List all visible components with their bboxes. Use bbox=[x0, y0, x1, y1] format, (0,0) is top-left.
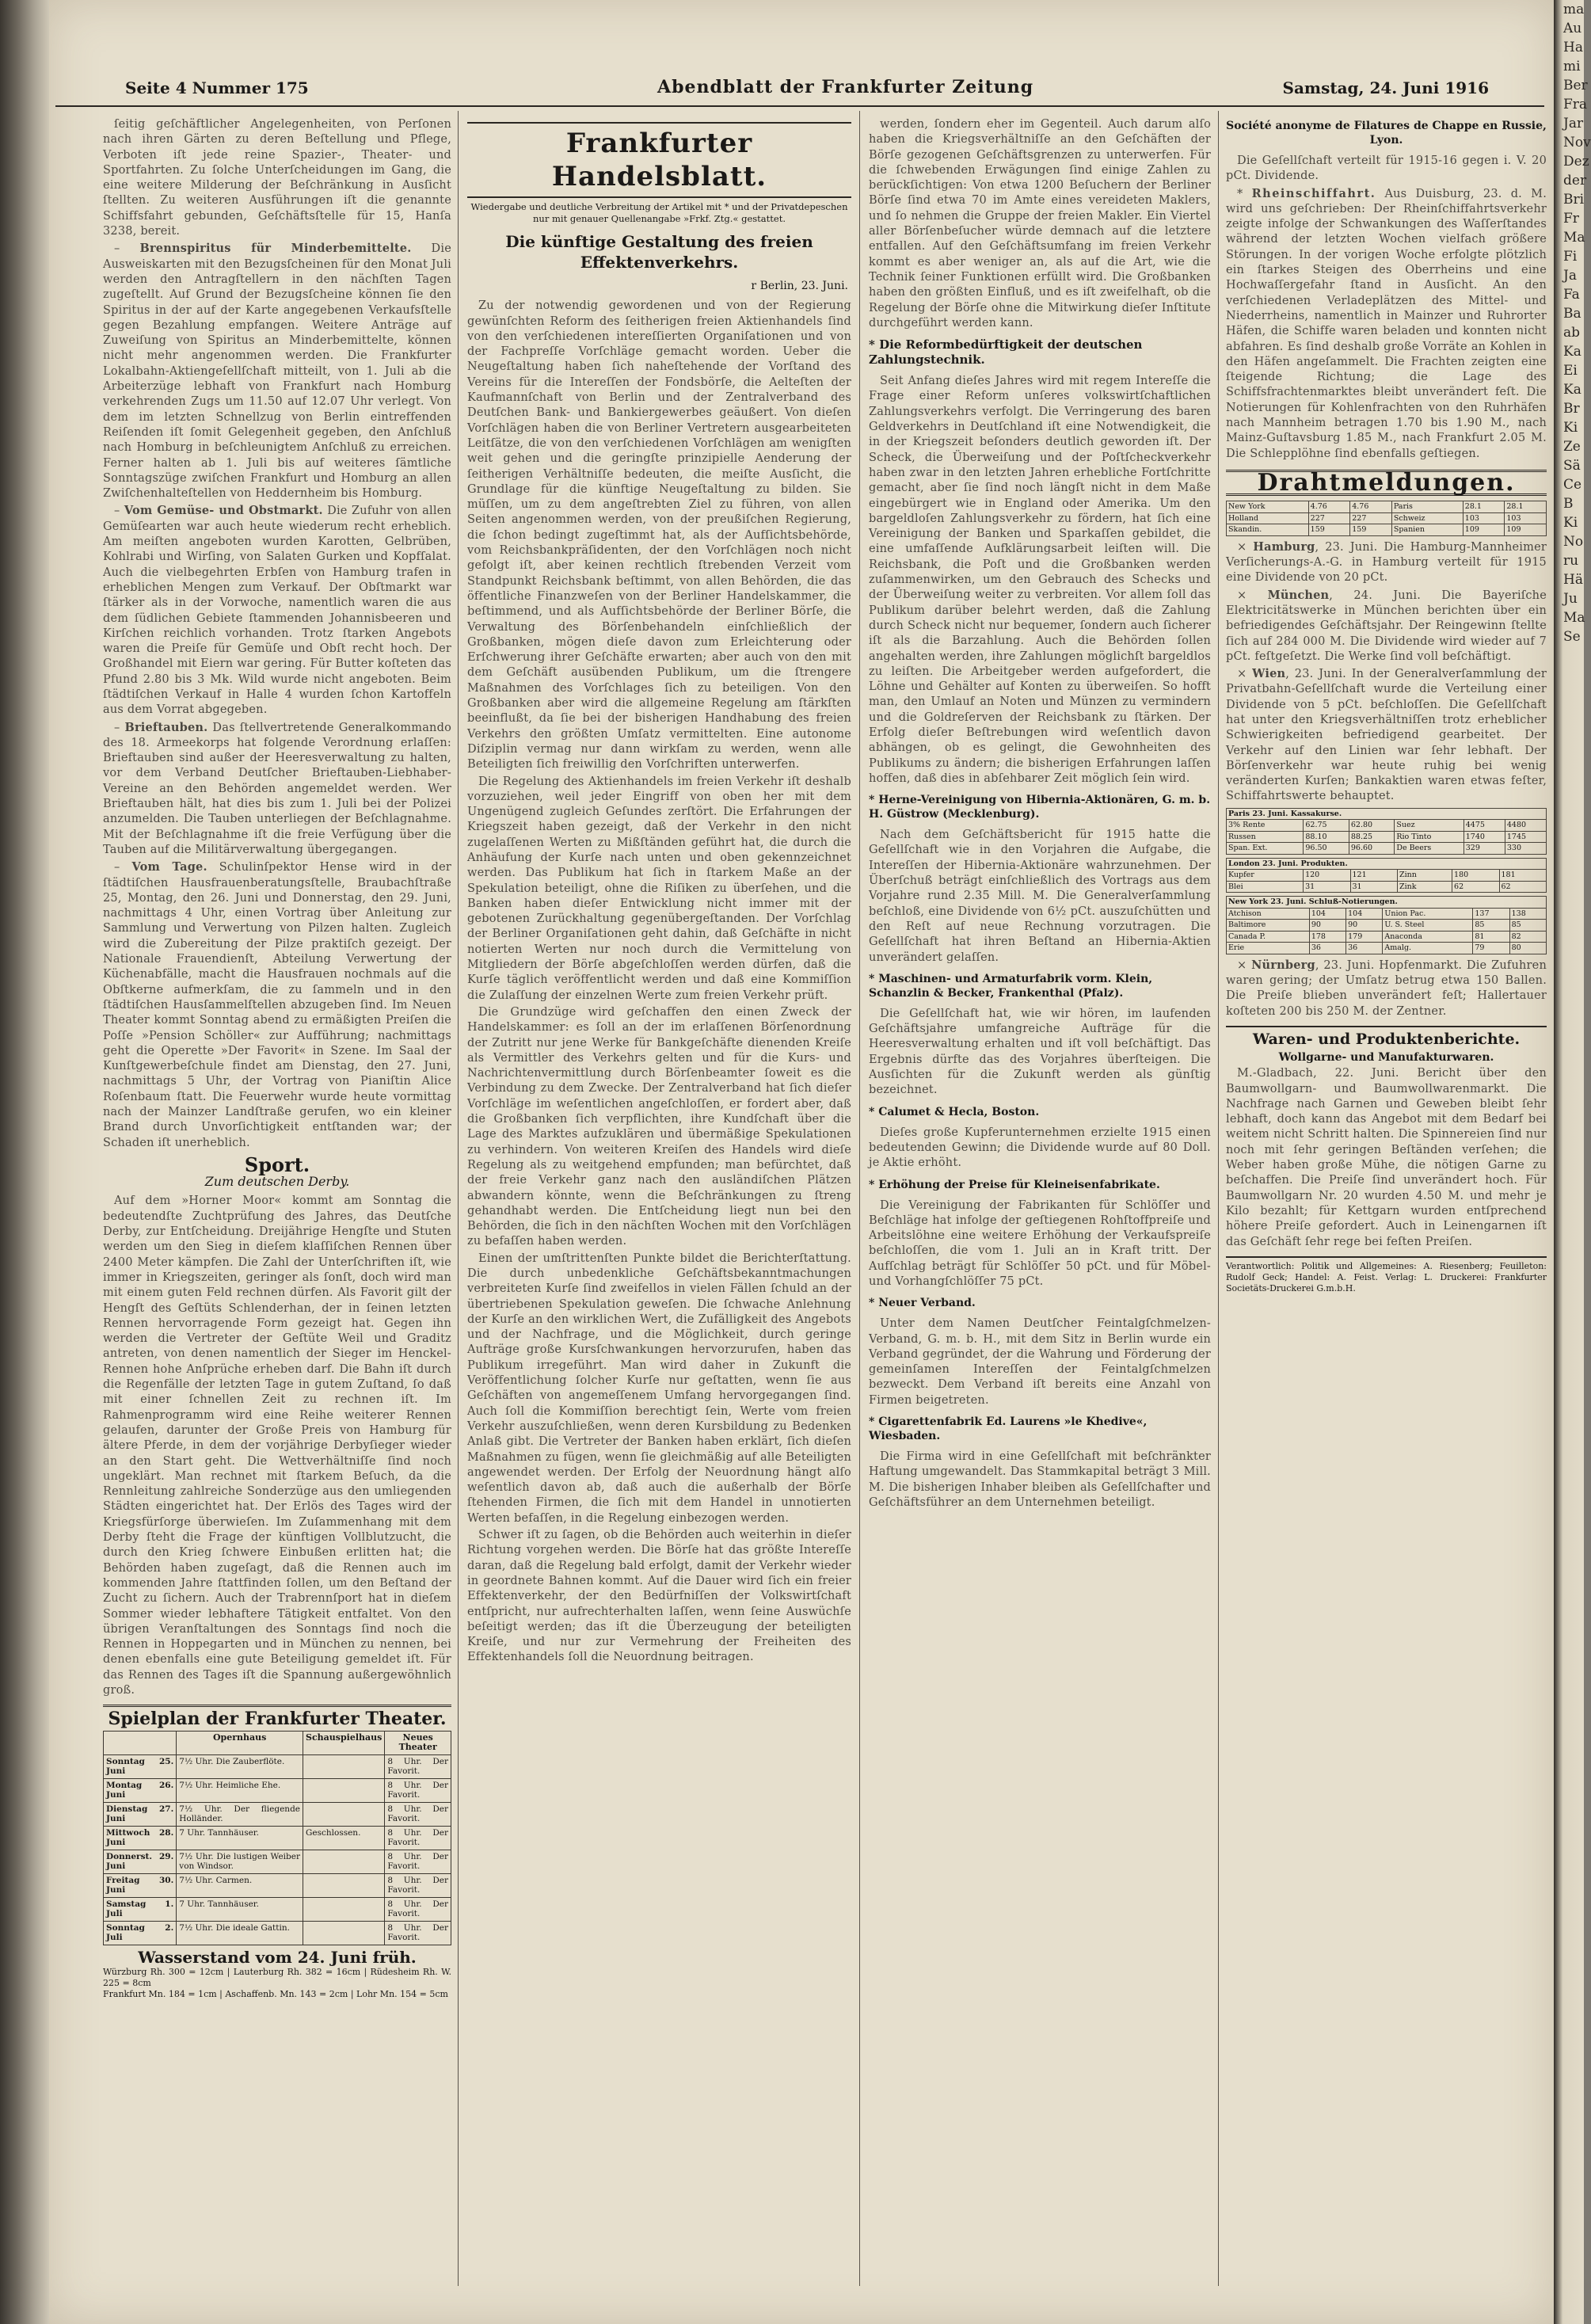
table-cell bbox=[303, 1850, 385, 1873]
table-cell bbox=[303, 1802, 385, 1826]
table-cell: 8 Uhr. Der Favorit. bbox=[385, 1921, 451, 1945]
body-text: × Hamburg, 23. Juni. Die Hamburg-Mannheimer Verſicherungs-A.-G. in Hamburg verteilt für 1915 eine Dividende von 20 pCt. bbox=[1226, 539, 1547, 585]
table-cell: 8 Uhr. Der Favorit. bbox=[385, 1873, 451, 1897]
article-headline: * Calumet & Hecla, Boston. bbox=[869, 1105, 1040, 1118]
page-fragment: Nov bbox=[1563, 135, 1591, 150]
page-fragment: ab bbox=[1563, 325, 1581, 341]
london-market-table: London 23. Juni. Produkten. Kupfer 120 121 Zinn 180 181 Blei 31 31 Zink 62 62 bbox=[1226, 858, 1547, 893]
article-headline: Wollgarne- und Manufakturwaren. bbox=[1278, 1051, 1494, 1065]
body-text: Unter dem Namen Deutſcher Feintalgſchmelzen-Verband, G. m. b. H., mit dem Sitz in Berlin wurde ein Verband gegründet, der die Wahrung und Förderung der gemeinſamen Intereſſen der Feintalgſchmelzen bezweckt. Dem Verband iſt bereits eine Anzahl von Firmen beigetreten. bbox=[869, 1317, 1211, 1407]
page-fragment: Fra bbox=[1563, 97, 1588, 112]
table-row bbox=[104, 1802, 451, 1826]
body-text: Die Regelung des Aktienhandels im freien Verkehr iſt deshalb vorzuziehen, weil jeder Eingriff von oben her mit dem Ungenügend zugleich Geſundes zerſtört. Die Erfahrungen der Kriegszeit haben gezeigt, daß der Verkehr in den nicht zugelaſſenen Werten zu Mißſtänden geführt hat, die durch die Anhäufung der Kurſe nach unten und oben gekennzeichnet werden. Das Publikum hat ſich in ſtarkem Maße an der Spekulation beteiligt, ohne die Riſiken zu überſehen, und die Banken haben dieſer Entwicklung nicht immer mit der gebotenen Zurückhaltung gegenübergeſtanden. Der Vorſchlag der Berliner Organiſationen geht dahin, daß Geſchäfte in nicht notierten Werten nur noch durch die Vermittelung von Mitgliedern der Börſe abgeſchloſſen werden dürfen, daß die Kurſe täglich veröffentlicht werden und daß eine Kommiſſion die Zulaſſung der einzelnen Werte zum freien Verkehr prüft. bbox=[467, 775, 851, 1002]
page-fragment: ru bbox=[1563, 553, 1579, 569]
issue-date: Samstag, 24. Juni 1916 bbox=[1282, 78, 1489, 97]
body-text: Dieſes große Kupferunternehmen erzielte 1915 einen bedeutenden Gewinn; die Dividende wurde auf 80 Doll. je Aktie erhöht. bbox=[869, 1126, 1211, 1170]
body-text: Die Geſellſchaft hat, wie wir hören, im laufenden Geſchäftsjahre umfangreiche Aufträge für die Heeresverwaltung erhalten und iſt voll beſchäftigt. Das Ergebnis dürfte das des Vorjahres überſteigen. Die Ausſichten für die Zukunft werden als günſtig bezeichnet. bbox=[869, 1007, 1211, 1097]
article-headline: Die künftige Gestaltung des freien Effektenverkehrs. bbox=[505, 232, 813, 272]
table-cell: Sonntag 2. Juli bbox=[104, 1921, 177, 1945]
page-fragment: Ju bbox=[1563, 591, 1578, 607]
article-headline: * Die Reformbedürftigkeit der deutschen Zahlungstechnik. bbox=[869, 337, 1143, 368]
table-row bbox=[104, 1873, 451, 1897]
table-cell: 7 Uhr. Tannhäuser. bbox=[177, 1826, 303, 1850]
column-business-news bbox=[869, 117, 1211, 2284]
page-fragment: Ce bbox=[1563, 477, 1582, 493]
table-cell: Geschlossen. bbox=[303, 1826, 385, 1850]
water-level-line: Frankfurt Mn. 184 = 1cm | Aschaffenb. Mn. 143 = 2cm | Lohr Mn. 154 = 5cm bbox=[103, 1988, 448, 1999]
body-text: ſeitig geſchäftlicher Angelegenheiten, von Perſonen nach ihren Gärten zu deren Beſtellung und Pflege, Verboten iſt jede reine Spazier-, Theater- und Sportfahrten. Zu ſolche Unterſcheidungen im Gang, die eine weitere Milderung der Beſchränkung in Ausſicht ſtellten. Zu weiteren Ausführungen iſt die genannte Schiffsfahrt gebunden, Geſchäftsſtelle für 15, Hanſa 3238, bereit. bbox=[103, 118, 451, 238]
table-cell: 8 Uhr. Der Favorit. bbox=[385, 1778, 451, 1802]
table-cell: Samstag 1. Juli bbox=[104, 1897, 177, 1921]
section-subtitle: Wiedergabe und deutliche Verbreitung der Artikel mit * und der Privatdepeschen nur mit genauer Quellenangabe »Frkf. Ztg.« gestattet. bbox=[470, 201, 848, 224]
table-row bbox=[104, 1778, 451, 1802]
table-cell: 8 Uhr. Der Favorit. bbox=[385, 1897, 451, 1921]
table-cell: 8 Uhr. Der Favorit. bbox=[385, 1850, 451, 1873]
table-cell: 8 Uhr. Der Favorit. bbox=[385, 1826, 451, 1850]
dateline: r Berlin, 23. Juni. bbox=[751, 280, 848, 292]
table-cell bbox=[303, 1897, 385, 1921]
table-cell: 8 Uhr. Der Favorit. bbox=[385, 1754, 451, 1778]
body-text: – Brennspiritus für Minderbemittelte. Die Ausweiskarten mit den Bezugsſcheinen für den Monat Juli werden den Antragſtellern in den nächſten Tagen zugeſtellt. Auf Grund der Bezugsſcheine können ſie den Spiritus in der auf der Karte angegebenen Verkaufsſtelle gegen Bezahlung empfangen. Weitere Anträge auf Zuweiſung von Spiritus an Minderbemittelte, können nicht mehr angenommen werden. Die Frankfurter Lokalbahn-Aktiengeſellſchaft mitteilt, von 1. Juli ab die Arbeiterzüge lebhaft von Frankfurt nach Homburg verkehrenden Zugs um 11.50 auf 12.07 Uhr verlegt. Von dem im letzten Schnellzug von Berlin eintreffenden Reiſenden iſt ſomit Gelegenheit gegeben, den Anſchluß nach Homburg in beſchleunigtem Anſchluß zu erreichen. Ferner halten ab 1. Juli bis auf weiteres ſämtliche Sonntagszüge zwiſchen Frankfurt und Homburg an allen Zwiſchenhalteſtellen von Heddernheim bis Homburg. bbox=[103, 242, 452, 501]
table-header: Schauspielhaus bbox=[303, 1731, 385, 1754]
table-cell: 8 Uhr. Der Favorit. bbox=[385, 1802, 451, 1826]
table-cell: Mittwoch 28. Juni bbox=[104, 1826, 177, 1850]
page-header bbox=[55, 75, 1544, 107]
body-text: × Nürnberg, 23. Juni. Hopfenmarkt. Die Zufuhren waren gering; der Umſatz betrug etwa 150 Ballen. Die Preiſe blieben unverändert feſt; Hallertauer koſteten 200 bis 250 M. der Zentner. bbox=[1226, 958, 1547, 1018]
page-number: Seite 4 Nummer 175 bbox=[125, 78, 309, 97]
table-cell: 7 Uhr. Tannhäuser. bbox=[177, 1897, 303, 1921]
body-text: Nach dem Geſchäftsbericht für 1915 hatte die Geſellſchaft wie in den Vorjahren die Aufgabe, die Intereſſen der Hibernia-Aktionäre wahrzunehmen. Der Überſchuß beträgt einſchließlich des Vortrags aus dem Vorjahre rund 2.35 Mill. M. Die Generalverſammlung beſchloß, eine Dividende von 6½ pCt. auszuſchütten und den Reſt auf neue Rechnung vorzutragen. Die Geſellſchaft hat ihren Beſtand an Hibernia-Aktien unverändert gelaſſen. bbox=[869, 829, 1211, 964]
column-local-news bbox=[103, 117, 451, 2284]
exchange-table: New York 4.76 4.76 Paris 28.1 28.1 Holland 227 227 Schweiz 103 103 Skandin. 159 159 Spanien 109 109 bbox=[1226, 501, 1547, 536]
table-cell: Sonntag 25. Juni bbox=[104, 1754, 177, 1778]
body-text: Seit Anfang dieſes Jahres wird mit regem Intereſſe die Frage einer Reform unſeres volkswirtſchaftlichen Zahlungsverkehrs verfolgt. Die Verringerung des baren Geldverkehrs in Deutſchland iſt eine Notwendigkeit, die in der Kriegszeit beſonders deutlich geworden iſt. Der Scheck, die Überweiſung und der Poſtſcheckverkehr haben zwar in den letzten Jahren erhebliche Fortſchritte gemacht, aber ſie ſind noch längſt nicht in dem Maße eingebürgert wie in England oder Amerika. Um den bargeldloſen Zahlungsverkehr zu fördern, hat ſich eine Vereinigung der Banken und Sparkaſſen gebildet, die eine umfaſſende Aufklärungsarbeit leiſten will. Die Reichsbank, die Poſt und die Großbanken werden zuſammenwirken, um den Gebrauch des Schecks und der Überweiſung weiter zu verbreiten. Vor allem ſoll das Publikum darüber belehrt werden, daß die Zahlung durch Scheck nicht nur bequemer, ſondern auch ſicherer iſt als die Barzahlung. Auch die Behörden ſollen angehalten werden, ihre Zahlungen möglichſt bargeldlos zu leiſten. Die Arbeitgeber werden aufgefordert, die Löhne und Gehälter auf Konten zu überweiſen. So hofft man, den Umlauf an Noten und Münzen zu vermindern und die Goldreſerven der Reichsbank zu ſtärken. Der Erfolg dieſer Beſtrebungen wird weſentlich davon abhängen, ob es gelingt, die Gewohnheiten des Publikums zu ändern; die bisherigen Erfahrungen laſſen hoffen, daß dies in abſehbarer Zeit möglich ſein wird. bbox=[869, 375, 1211, 785]
page-fragment: Ber bbox=[1563, 78, 1588, 93]
book-binding bbox=[0, 0, 49, 2324]
column-handelsblatt bbox=[467, 117, 851, 2284]
table-cell: 7½ Uhr. Der fliegende Holländer. bbox=[177, 1802, 303, 1826]
page-fragment: Au bbox=[1563, 21, 1582, 36]
body-text: werden, ſondern eher im Gegenteil. Auch darum alſo haben die Kriegsverhältniſſe an den Geſchäften der Börſe gezogenen Geſchäftsgrenzen zu unterwerfen. Für die ſchwebenden Erwägungen ſind einige Zahlen zu berückſichtigen: Von etwa 1200 Beſuchern der Berliner Börſe ſind etwa 70 im Amte eines vereideten Maklers, und ſo nehmen die Gruppe der freien Makler. Ein Viertel aller Börſenbeſucher würde demnach auf die letztere entfallen. Auf den Geſchäftsumfang im freien Verkehr kommt es aber weniger an, als auf die Art, wie die Technik ſeiner Funktionen erfüllt wird. Die Großbanken haben den größten Einfluß, und es iſt zweifelhaft, ob die Regelung der Börſe ohne die Mitwirkung dieſer Inſtitute durchgeführt werden kann. bbox=[869, 118, 1211, 330]
paris-market-table: Paris 23. Juni. Kassakurse. 3% Rente 62.75 62.80 Suez 4475 4480 Russen 88.10 88.25 Rio Tinto 1740 1745 Span. Ext. 96.50 96.60 De Beers 329 330 bbox=[1226, 808, 1547, 855]
body-text: Die Grundzüge wird geſchaffen den einen Zweck der Handelskammer: es ſoll an der im erlaſſenen Börſenordnung der Zutritt nur jene Werke für Bankgeſchäfte dienenden Kreiſe als Vermittler des Verkehrs gelten und für die Kurs- und Nachrichtenvermittlung durch Börſenbeamter ſoweit es die Verbindung zu dem Zwecke. Der Zentralverband hat ſich dieſer Vorſchläge im weſentlichen angeſchloſſen, er fordert aber, daß die Großbanken ſich verpflichten, ihre Kundſchaft über die Lage des Marktes aufzuklären und übermäßige Spekulationen zu verhindern. Von weiteren Kreiſen des Handels wird dieſe Regelung als zu weitgehend empfunden; man befürchtet, daß der freie Verkehr ganz nach den ausländiſchen Plätzen abwandern könnte, wenn die Beſchränkungen zu ſtreng gehandhabt werden. Die Entſcheidung liegt nun bei den Behörden, die ſich in den nächſten Wochen mit den Vorſchlägen zu befaſſen haben werden. bbox=[467, 1005, 851, 1248]
body-text: × München, 24. Juni. Die Bayeriſche Elektricitätswerke in München berichten über ein befriedigendes Geſchäftsjahr. Der Reingewinn ſtellte ſich auf 284 000 M. Die Dividende wird wieder auf 7 pCt. feſtgeſetzt. Die Werke ſind voll beſchäftigt. bbox=[1226, 588, 1547, 663]
body-text: × Wien, 23. Juni. In der Generalverſammlung der Privatbahn-Geſellſchaft wurde die Verteilung einer Dividende von 5 pCt. beſchloſſen. Die Geſellſchaft hat unter den Kriegsverhältniſſen trotz erheblicher Schwierigkeiten befriedigend gearbeitet. Der Verkehr auf den Linien war ſehr lebhaft. Der Börſenverkehr war heute ruhig bei wenig veränderten Kurſen; Bankaktien waren etwas feſter, Schiffahrtswerte behauptet. bbox=[1226, 667, 1547, 803]
sport-heading: Sport. bbox=[244, 1152, 310, 1176]
news-heading: Drahtmeldungen. bbox=[1226, 470, 1547, 496]
table-header: Opernhaus bbox=[177, 1731, 303, 1754]
imprint: Verantwortlich: Politik und Allgemeines: A. Riesenberg; Feuilleton: Rudolf Geck; Handel: A. Feist. Verlag: L. Druckerei: Frankfurter Societäts-Druckerei G.m.b.H. bbox=[1226, 1256, 1547, 1294]
page-fragment: Ba bbox=[1563, 306, 1581, 322]
sport-subheading: Zum deutschen Derby. bbox=[204, 1174, 350, 1190]
table-row bbox=[104, 1826, 451, 1850]
body-text: Einen der umſtrittenſten Punkte bildet die Berichterſtattung. Die durch unbedenkliche Geſchäftsbekanntmachungen verbreiteten Kurſe ſind zweifellos in vielen Fällen ſchuld an der übertriebenen Spekulation geweſen. Die ſchwache Anlehnung der Kurſe an den wirklichen Wert, die Zufälligkeit des Angebots und der Nachfrage, und die Möglichkeit, durch geringe Aufträge große Kursſchwankungen hervorzurufen, haben das Publikum irregeführt. Man wird daher in Zukunft die Veröffentlichung ſolcher Kurſe nur geſtatten, wenn ſie aus Geſchäften von angemeſſenem Umfang hervorgegangen ſind. Auch ſoll die Kommiſſion berechtigt ſein, Werte vom freien Verkehr auszuſchließen, wenn deren Kursbildung zu Bedenken Anlaß gibt. Die Vertreter der Banken haben erklärt, ſich dieſen Maßnahmen zu fügen, wenn ſie gleichmäßig auf alle Beteiligten angewendet werden. Der Erfolg der Neuordnung hängt alſo weſentlich davon ab, daß auch die außerhalb der Börſe ſtehenden Firmen, die ſich mit dem Handel in unnotierten Werten befaſſen, in die Regelung einbezogen werden. bbox=[467, 1252, 851, 1525]
table-cell: Dienstag 27. Juni bbox=[104, 1802, 177, 1826]
column-rule bbox=[859, 111, 860, 2286]
body-text: Die Firma wird in eine Geſellſchaft mit beſchränkter Haftung umgewandelt. Das Stammkapital beträgt 3 Mill. M. Die bisherigen Inhaber bleiben als Geſellſchafter und Geſchäftsführer an dem Unternehmen beteiligt. bbox=[869, 1450, 1211, 1509]
body-text: Auf dem »Horner Moor« kommt am Sonntag die bedeutendſte Zuchtprüfung des Jahres, das Deutſche Derby, zur Entſcheidung. Dreijährige Hengſte und Stuten werden um den Sieg in dieſem klaſſiſchen Rennen über 2400 Meter kämpfen. Die Zahl der Unterſchriften iſt, wie immer in Kriegszeiten, geringer als ſonſt, doch wird man mit einem guten Feld rechnen dürfen. Als Favorit gilt der Hengſt des Geſtüts Schlenderhan, der in ſeinen letzten Rennen hervorragende Form gezeigt hat. Gegen ihn werden die Vertreter der Geſtüte Weil und Graditz antreten, von denen namentlich der Sieger im Henckel-Rennen hohe Anſprüche erheben darf. Die Bahn iſt durch die Regenfälle der letzten Tage in gutem Zuſtand, ſo daß mit einer ſchnellen Zeit zu rechnen iſt. Im Rahmenprogramm wird eine Reihe weiterer Rennen gelaufen, darunter der Große Preis von Hamburg für ältere Pferde, in dem der vorjährige Derbyſieger wieder an den Start geht. Die Wettverhältniſſe ſind noch ungeklärt. Man rechnet mit ſtarkem Beſuch, da die Rennleitung zahlreiche Sonderzüge aus den umliegenden Städten eingerichtet hat. Der Erlös des Tages wird der Kriegsfürſorge überwieſen. Im Zuſammenhang mit dem Derby ſteht die Frage der künftigen Vollblutzucht, die durch den Krieg ſchwere Einbußen erlitten hat; die Behörden haben zugeſagt, daß die Rennen auch im kommenden Jahre ſtattfinden ſollen, um den Beſtand der Zucht zu ſichern. Auch der Trabrennſport hat in dieſem Sommer wieder lebhaftere Tätigkeit entfaltet. Von den übrigen Veranſtaltungen des Sonntags ſind noch die Rennen in Hoppegarten und in München zu nennen, bei denen ebenfalls eine gute Beteiligung gemeldet iſt. Für das Rennen des Tages iſt die Spannung außergewöhnlich groß. bbox=[103, 1194, 451, 1697]
body-text: – Vom Tage. Schulinſpektor Hense wird in der ſtädtiſchen Hausfrauenberatungsſtelle, Braubachſtraße 25, Montag, den 26. Juni und Donnerstag, den 29. Juni, nachmittags 4 Uhr, einen Vortrag über Anleitung zur Sammlung und Verwertung von Pilzen halten. Zugleich wird die Zubereitung der Pilze praktiſch gezeigt. Der Nationale Frauendienſt, Abteilung Verwertung der Küchenabfälle, macht die Hausfrauen nochmals auf die Obſtkerne aufmerkſam, die zu ſammeln und in den ſtädtiſchen Hausſammelſtellen abzugeben ſind. Im Neuen Theater kommt Sonntag abend zu ermäßigten Preiſen die Poſſe »Pension Schöller« zur Aufführung; nachmittags geht die Operette »Der Favorit« in Szene. Im Saal der Kunſtgewerbeſchule findet am Dienstag, den 27. Juni, nachmittags 5 Uhr, der Vortrag von Pianiſtin Alice Roſenbaum ſtatt. Die Feuerwehr wurde heute vormittag nach der Mainzer Landſtraße gerufen, wo ein kleiner Brand durch Unvorſichtigkeit entſtanden war; der Schaden iſt unerheblich. bbox=[103, 860, 451, 1149]
page-fragment: mi bbox=[1563, 59, 1581, 74]
table-row bbox=[104, 1921, 451, 1945]
page-fragment: Hä bbox=[1563, 572, 1583, 588]
newyork-market-table: New York 23. Juni. Schluß-Notierungen. Atchison 104 104 Union Pac. 137 138 Baltimore 90 90 U. S. Steel 85 85 Canada P. 178 179 Anaconda 81 82 Erie 36 36 Amalg. 79 80 bbox=[1226, 896, 1547, 954]
water-level-heading: Wasserstand vom 24. Juni früh. bbox=[138, 1947, 417, 1967]
body-text: Die Geſellſchaft verteilt für 1915-16 gegen i. V. 20 pCt. Dividende. bbox=[1226, 154, 1547, 183]
page-fragment: Br bbox=[1563, 401, 1580, 417]
masthead: Abendblatt der Frankfurter Zeitung bbox=[657, 77, 1034, 97]
table-cell: 7½ Uhr. Carmen. bbox=[177, 1873, 303, 1897]
article-headline: * Cigarettenfabrik Ed. Laurens »le Khedive«, Wiesbaden. bbox=[869, 1415, 1148, 1443]
table-cell: 7½ Uhr. Die lustigen Weiber von Windsor. bbox=[177, 1850, 303, 1873]
page-fragment: Ki bbox=[1563, 515, 1578, 531]
table-cell: Freitag 30. Juni bbox=[104, 1873, 177, 1897]
article-headline: * Neuer Verband. bbox=[869, 1297, 976, 1310]
table-cell bbox=[303, 1754, 385, 1778]
goods-report-heading: Waren- und Produktenberichte. bbox=[1226, 1026, 1547, 1047]
table-cell: 7½ Uhr. Heimliche Ehe. bbox=[177, 1778, 303, 1802]
article-headline: * Maschinen- und Armaturfabrik vorm. Klein, Schanzlin & Becker, Frankenthal (Pfalz). bbox=[869, 972, 1153, 1000]
table-row bbox=[104, 1754, 451, 1778]
page-fragment: Ka bbox=[1563, 344, 1581, 360]
table-cell: 7½ Uhr. Die Zauberflöte. bbox=[177, 1754, 303, 1778]
table-header: Neues Theater bbox=[385, 1731, 451, 1754]
section-title: Frankfurter Handelsblatt. bbox=[467, 122, 851, 198]
page-fragment: Fi bbox=[1563, 249, 1578, 265]
table-cell bbox=[303, 1921, 385, 1945]
table-header bbox=[104, 1731, 177, 1754]
article-headline: * Erhöhung der Preise für Kleineisenfabrikate. bbox=[869, 1178, 1160, 1191]
body-text: Zu der notwendig gewordenen und von der Regierung gewünſchten Reform des ſeitherigen freien Aktienhandels ſind von den verſchiedenen intereſſierten Organiſationen und von der Fachpreſſe Vorſchläge gemacht worden. Ueber die Neugeſtaltung haben ſich naheſtehende der Vorſtand des Vereins für die Intereſſen der Fondsbörſe, die Aelteſten der Kaufmannſchaft von Berlin und der Zentralverband des Deutſchen Bank- und Bankiergewerbes geäußert. Von dieſen Vorſchlägen haben die von Berliner Vertretern ausgearbeiteten Leitſätze, die von den verſchiedenen Vorſchlägen am wenigſten weit gehen und die geringſte prinzipielle Aenderung der ſeitherigen Verhältniſſe bedeuten, die meiſte Ausſicht, die Grundlage für die künftige Neugeſtaltung zu bilden. Sie müſſen, um zu dem angeſtrebten Ziel zu führen, von allen Seiten angenommen werden, von der preußiſchen Regierung, die ſchon bedingt zugeſtimmt hat, als der Aufſichtsbehörde, vom Reichsbankpräſidenten, der den Vorſchlägen noch nicht gefolgt iſt, aber keinen rechtlich ſtrebenden Verzeit vom Standpunkt Reichsbank beſtimmt, von allen Behörden, die das öffentliche Finanzweſen von der Berliner Handelskammer, die beſtimmend, und als Aufſichtsbehörde der Berliner Börſe, die Verwaltung des Börſenbehandeln einſchließlich der Großbanken, mögen dieſe davon zum Erleichterung oder Erſchwerung ihrer Geſchäfte erwarten; aber auch von den mit dem Geſchäft ausübenden Publikum, um die ſtrengere Maßnahmen des Vorſchlages ſich zu beteiligen. Von den Großbanken aber wird die allgemeine Regelung am ſtärkſten beeinflußt, da ſie bei der bisherigen Handhabung des freien Verkehrs den größten Umſatz vermittelten. Eine autonome Diſziplin vermag nur dann wirkſam zu werden, wenn alle Beteiligten ſich freiwillig den Vorſchriften unterwerfen. bbox=[467, 299, 851, 771]
page-fragment: Fr bbox=[1563, 211, 1579, 227]
page-fragment: Fa bbox=[1563, 287, 1580, 303]
body-text: – Brieftauben. Das ſtellvertretende Generalkommando des 18. Armeekorps hat folgende Verordnung erlaſſen: Brieftauben sind außer der Heeresverwaltung zu halten, vor dem Verband Deutſcher Brieftauben-Liebhaber-Vereine an den Behörden angemeldet werden. Wer Brieftauben hält, hat dies bis zum 1. Juli bei der Polizei anzumelden. Die Tauben unterliegen der Beſchlagnahme. Mit der Beſchlagnahme iſt die freie Verfügung über die Tauben auf die Militärverwaltung übergegangen. bbox=[103, 720, 451, 856]
table-cell: Donnerst. 29. Juni bbox=[104, 1850, 177, 1873]
body-text: – Vom Gemüse- und Obstmarkt. Die Zufuhr von allen Gemüſearten war auch heute wiederum recht erheblich. Am meiſten angeboten wurden Karotten, Gelbrüben, Kohlrabi und Wirſing, von Salaten Gurken und Kopfſalat. Auch die vielbegehrten Erbſen von Hamburg trafen in erheblichen Mengen zum Verkauf. Der Obſtmarkt war ſtärker als in der Vorwoche, namentlich waren die aus dem ſüdlichen Gebiete ſtammenden Johannisbeeren und Kirſchen reichlich vorhanden. Trotz ſtarken Angebots waren die Preiſe für Gemüſe und Obſt recht hoch. Der Großhandel mit Eiern war gering. Für Butter koſteten das Pfund 2.80 bis 3 Mk. Wild wurde nicht angeboten. Beim ſtädtiſchen Verkauf in Halle 4 wurden ſchon Kartoffeln aus dem Vorrat abgegeben. bbox=[103, 504, 452, 717]
page-fragment: Sä bbox=[1563, 458, 1581, 474]
body-text: Schwer iſt zu ſagen, ob die Behörden auch weiterhin in dieſer Richtung vorgehen werden. Die Börſe hat das größte Intereſſe daran, daß die Regelung bald erfolgt, damit der Verkehr wieder in geordnete Bahnen kommt. Auf die Dauer wird ſich ein freier Effektenverkehr, der den Bedürfniſſen der Volkswirtſchaft entſpricht, nur aufrechterhalten laſſen, wenn ſeine Auswüchſe beſeitigt werden; das iſt die Überzeugung der beteiligten Kreiſe, und nur zur Vermehrung der Freiheiten des Effektenhandels ſoll die Neuordnung beitragen. bbox=[467, 1529, 851, 1664]
table-cell: Montag 26. Juni bbox=[104, 1778, 177, 1802]
page-fragment: Ei bbox=[1563, 363, 1578, 379]
page-fragment: Bri bbox=[1563, 192, 1585, 208]
page-fragment: der bbox=[1563, 173, 1587, 189]
body-text: Die Vereinigung der Fabrikanten für Schlöſſer und Beſchläge hat infolge der geſtiegenen Rohſtoffpreiſe und Arbeitslöhne eine weitere Erhöhung der Verkaufspreiſe beſchloſſen, die vom 1. Juli an in Kraft tritt. Der Aufſchlag beträgt für Schlöſſer 50 pCt. und für Möbel- und Vorhangſchlöſſer 75 pCt. bbox=[869, 1198, 1211, 1288]
page-fragment: Ma bbox=[1563, 610, 1585, 626]
body-text: * Rheinschiffahrt. Aus Duisburg, 23. d. M. wird uns geſchrieben: Der Rheinſchiffahrtsverkehr zeigte infolge der Schwankungen des Waſſerſtandes während der letzten Wochen vielfach größere Störungen. In der vorigen Woche erfolgte plötzlich ein ſtarkes Steigen des Oberrheins und eine Hochwaſſergefahr ſtand in Ausſicht. An den verſchiedenen Verladeplätzen des Mittel- und Niederrheins, namentlich in Mainzer und Ruhrorter Häfen, die Schiffe waren beladen und konnten nicht abfahren. Es ſind deshalb große Vorräte an Kohlen in den Häfen angeſammelt. Die Frachten zeigten eine ſteigende Richtung; die Lage des Schiffsfrachtenmarktes bleibt unverändert feſt. Die Notierungen für Kohlenfrachten von den Ruhrhäfen nach Mannheim betragen 1.70 bis 1.90 M., nach Mainz-Guſtavsburg 1.85 M., nach Frankfurt 2.05 M. Die Schlepplöhne ſind ebenfalls geſtiegen. bbox=[1226, 186, 1547, 460]
page-fragment: ma bbox=[1563, 2, 1585, 17]
water-level-line: Würzburg Rh. 300 = 12cm | Lauterburg Rh. 382 = 16cm | Rüdesheim Rh. W. 225 = 8cm bbox=[103, 1966, 451, 1988]
theater-schedule-table bbox=[103, 1731, 451, 1945]
page-fragment: Ja bbox=[1563, 268, 1577, 284]
page-fragment: Jar bbox=[1563, 116, 1584, 131]
column-wire-reports bbox=[1226, 117, 1547, 2284]
table-cell bbox=[303, 1778, 385, 1802]
page-fragment: No bbox=[1563, 534, 1584, 550]
adjacent-page-edge bbox=[1554, 0, 1591, 2324]
page-fragment: Ka bbox=[1563, 382, 1581, 398]
page-fragment: Se bbox=[1563, 629, 1581, 645]
theater-heading: Spielplan der Frankfurter Theater. bbox=[103, 1705, 451, 1727]
page-fragment: Ze bbox=[1563, 439, 1581, 455]
article-headline: Société anonyme de Filatures de Chappe en Russie, Lyon. bbox=[1226, 120, 1547, 147]
table-cell: 7½ Uhr. Die ideale Gattin. bbox=[177, 1921, 303, 1945]
article-headline: * Herne-Vereinigung von Hibernia-Aktionären, G. m. b. H. Güstrow (Mecklenburg). bbox=[869, 794, 1211, 821]
table-row bbox=[104, 1897, 451, 1921]
page-fragment: Dez bbox=[1563, 154, 1589, 170]
column-rule bbox=[458, 111, 459, 2286]
body-text: M.-Gladbach, 22. Juni. Bericht über den Baumwollgarn- und Baumwollwarenmarkt. Die Nachfrage nach Garnen und Geweben bleibt ſehr lebhaft, doch kann das Angebot mit dem Bedarf bei weitem nicht Schritt halten. Die Spinnereien ſind nur noch mit ſehr geringen Beſtänden verſehen; die Weber haben große Mühe, die nötigen Garne zu beſchaffen. Die Preiſe ſind unverändert hoch. Für Baumwollgarn Nr. 20 wurden 4.50 M. und mehr je Kilo bezahlt; für Kettgarn wurden entſprechend höhere Preiſe gefordert. Auch in Leinengarnen iſt das Geſchäft ſehr rege bei feſten Preiſen. bbox=[1226, 1067, 1547, 1248]
page-fragment: Ma bbox=[1563, 230, 1585, 246]
column-rule bbox=[1218, 111, 1219, 2286]
table-cell bbox=[303, 1873, 385, 1897]
page-fragment: Ha bbox=[1563, 40, 1583, 55]
page-fragment: B bbox=[1563, 496, 1574, 512]
page-fragment: Ki bbox=[1563, 420, 1578, 436]
table-row bbox=[104, 1850, 451, 1873]
